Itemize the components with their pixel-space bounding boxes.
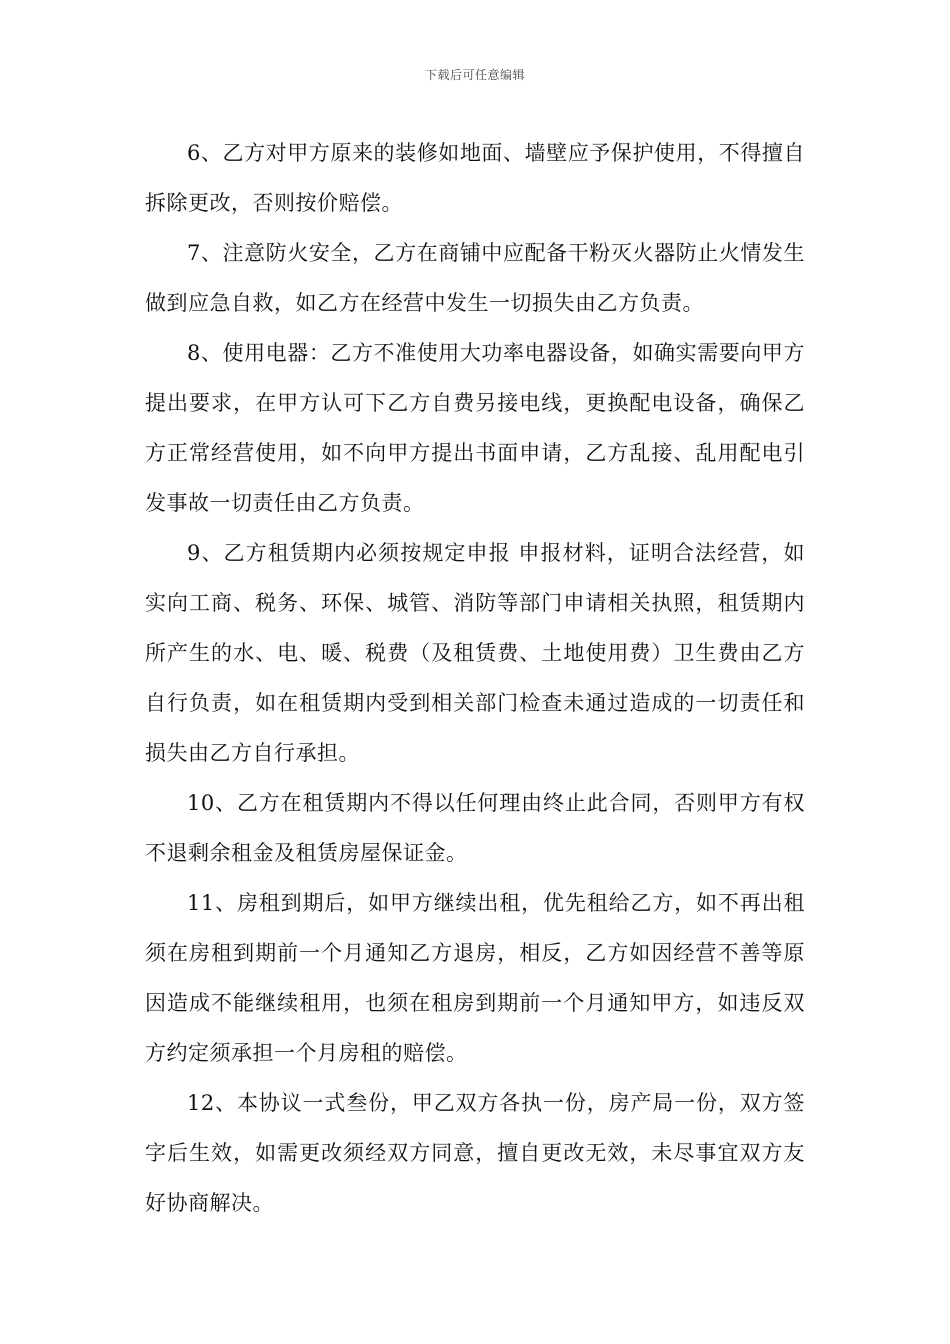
clause-6: 6、乙方对甲方原来的装修如地面、墙壁应予保护使用，不得擅自拆除更改，否则按价赔偿。 [145,141,805,215]
clause-11: 11、房租到期后，如甲方继续出租，优先租给乙方，如不再出租须在房租到期前一个月通知乙方退房，相反，乙方如因经营不善等原因造成不能继续租用，也须在租房到期前一个月通知甲方，如违反双方约定须承担一个月房租的赔偿。 [145,891,805,1065]
clause-12: 12、本协议一式叁份，甲乙双方各执一份，房产局一份，双方签字后生效，如需更改须经双方同意，擅自更改无效，未尽事宜双方友好协商解决。 [145,1091,805,1215]
clause-10: 10、乙方在租赁期内不得以任何理由终止此合同，否则甲方有权不退剩余租金及租赁房屋保证金。 [145,791,805,865]
clause-9: 9、乙方租赁期内必须按规定申报 申报材料，证明合法经营，如实向工商、税务、环保、城管、消防等部门申请相关执照，租赁期内所产生的水、电、暖、税费（及租赁费、土地使用费）卫生费由乙方自行负责，如在租赁期内受到相关部门检查未通过造成的一切责任和损失由乙方自行承担。 [145,541,805,765]
document-body [145,128,805,1228]
clause-8: 8、使用电器：乙方不准使用大功率电器设备，如确实需要向甲方提出要求，在甲方认可下乙方自费另接电线，更换配电设备，确保乙方正常经营使用，如不向甲方提出书面申请，乙方乱接、乱用配电引发事故一切责任由乙方负责。 [145,341,805,515]
page-header: 下载后可任意编辑 [424,68,525,82]
clause-7: 7、注意防火安全，乙方在商铺中应配备干粉灭火器防止火情发生做到应急自救，如乙方在经营中发生一切损失由乙方负责。 [145,241,805,315]
